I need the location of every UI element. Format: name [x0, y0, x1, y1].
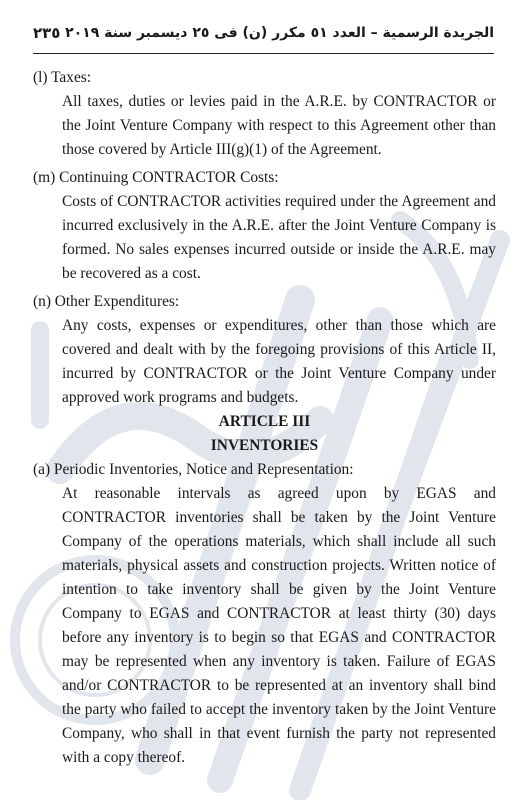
page-number: ٢٣٥ — [33, 24, 61, 42]
section-n-body: Any costs, expenses or expenditures, other than those which are covered and dealt with by the foregoing provisions of this Article II, incurred by CONTRACTOR or the Joint Venture Company under approved work programs and budgets. — [62, 317, 496, 406]
section-l-heading: (l) Taxes: — [33, 69, 92, 86]
section-n-heading: (n) Other Expenditures: — [33, 293, 180, 310]
header-divider — [33, 53, 494, 54]
section-m-body: Costs of CONTRACTOR activities required under the Agreement and incurred exclusively in the A.R.E. after the Joint Venture Company is formed. No sales expenses incurred outside or inside the A.R.E. may be recovered as a cost. — [62, 193, 496, 282]
section-l-body: All taxes, duties or levies paid in the A.R.E. by CONTRACTOR or the Joint Venture Company with respect to this Agreement other than those covered by Article III(g)(1) of the Agreement. — [62, 93, 496, 158]
article-number: ARTICLE III — [218, 413, 311, 430]
section-m-heading: (m) Continuing CONTRACTOR Costs: — [33, 169, 279, 186]
document-body — [33, 66, 496, 774]
section-a-heading: (a) Periodic Inventories, Notice and Representation: — [33, 461, 354, 478]
article-title: INVENTORIES — [210, 437, 319, 454]
gazette-title: الجريدة الرسمية – العدد ٥١ مكرر (ن) فى ٢٥ ديسمبر سنة ٢٠١٩ — [65, 25, 494, 41]
section-a-body: At reasonable intervals as agreed upon by EGAS and CONTRACTOR inventories shall be taken by the Joint Venture Company of the operations materials, which shall include all such materials, physical assets and construction projects. Written notice of intention to take inventory shall be given by the Joint Venture Company to EGAS and CONTRACTOR at least thirty (30) days before any inventory is to begin so that EGAS and CONTRACTOR may be represented when any inventory is taken. Failure of EGAS and/or CONTRACTOR to be represented at an inventory shall bind the party who failed to accept the inventory taken by the Joint Venture Company, who shall in that event furnish the party not represented with a copy thereof. — [62, 485, 496, 766]
page-header — [33, 18, 494, 48]
